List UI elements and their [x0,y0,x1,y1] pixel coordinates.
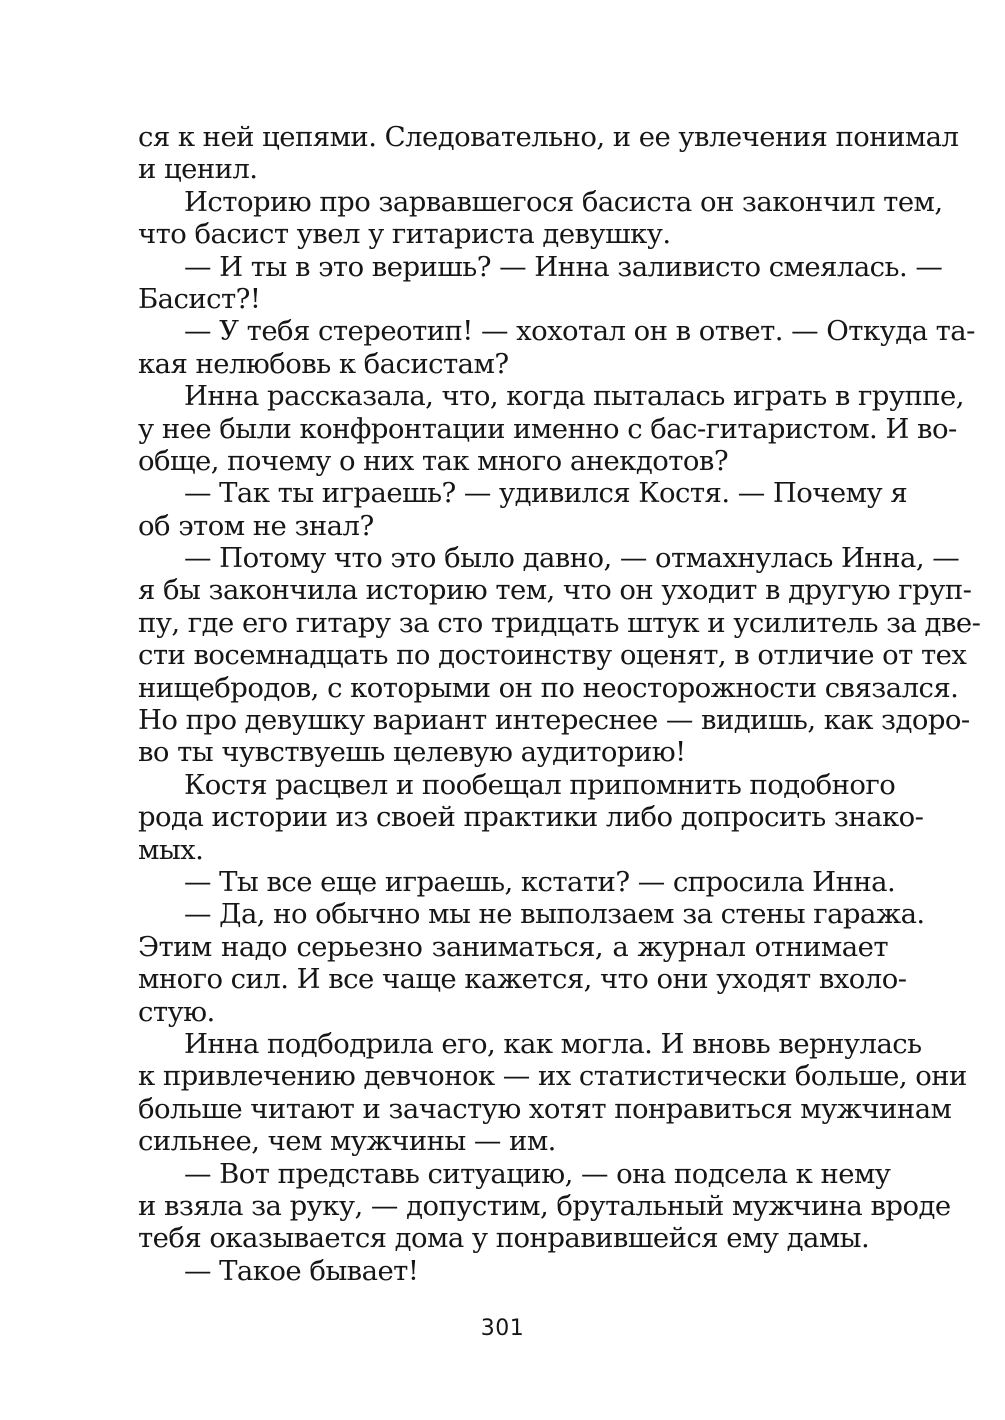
paragraph [138,380,964,477]
text-line: что басист увел у гитариста девушку. [138,218,671,251]
text-line: много сил. И все чаще кажется, что они уходят вхоло- [138,963,907,996]
text-line: ся к ней цепями. Следовательно, и ее увлечения понимал [138,121,959,153]
text-line: больше читают и зачастую хотят понравиться мужчинам [138,1092,952,1125]
text-line: рода истории из своей практики либо допросить знако- [138,801,924,834]
page-number: 301 [480,1316,525,1341]
text-line: и взяла за руку, — допустим, брутальный мужчина вроде [138,1189,951,1222]
text-line: Но про девушку вариант интереснее — видишь, как здоро- [138,704,970,737]
paragraph [138,1255,888,1287]
text-line: — Ты все еще играешь, кстати? — спросила Инна. [184,865,896,898]
text-line: тебя оказывается дома у понравившейся ему дамы. [138,1222,870,1255]
text-line: сильнее, чем мужчины — им. [138,1125,556,1158]
text-line: сти восемнадцать по достоинству оценят, в отличие от тех [138,639,967,672]
text-line: Басист?! [138,282,261,315]
text-line: во ты чувствуешь целевую аудиторию! [138,736,686,769]
paragraph [138,542,981,769]
paragraph [138,1157,951,1255]
text-line: мых. [138,833,204,866]
paragraph [138,865,896,898]
text-line: Этим надо серьезно заниматься, а журнал отнимает [138,930,888,963]
text-line: пу, где его гитару за сто тридцать штук и усилитель за две- [138,606,981,639]
text-line: — Вот представь ситуацию, — она подсела к нему [184,1157,891,1190]
text-line: — У тебя стереотип! — хохотал он в ответ. — Откуда та- [184,315,975,348]
text-line: — Так ты играешь? — удивился Костя. — Почему я [184,477,908,510]
paragraph [138,1027,967,1158]
body-text [138,121,981,1287]
paragraph [138,477,908,542]
text-line: к привлечению девчонок — их статистически больше, они [138,1060,967,1093]
text-line: Инна подбодрила его, как могла. И вновь вернулась [184,1027,922,1060]
text-line: Историю про зарвавшегося басиста он закончил тем, [184,185,943,218]
paragraph [138,768,924,866]
text-line: кая нелюбовь к басистам? [138,347,509,380]
text-line: Инна рассказала, что, когда пыталась играть в группе, [184,380,964,413]
paragraph [138,185,943,251]
text-line: я бы закончила историю тем, что он уходит в другую груп- [138,574,972,607]
text-line: — И ты в это веришь? — Инна заливисто смеялась. — [184,250,943,283]
text-line: — Такое бывает! [184,1254,419,1287]
paragraph [138,121,959,186]
paragraph [138,250,943,316]
text-line: нищебродов, с которыми он по неосторожности связался. [138,671,959,704]
text-line: обще, почему о них так много анекдотов? [138,444,729,477]
text-line: стую. [138,995,215,1028]
text-line: об этом не знал? [138,509,374,542]
text-line: и ценил. [138,153,258,186]
text-line: — Потому что это было давно, — отмахнулась Инна, — [184,542,960,575]
text-line: — Да, но обычно мы не выползаем за стены гаража. [184,898,925,931]
text-line: у нее были конфронтации именно с бас-гитаристом. И во- [138,412,957,445]
paragraph [138,315,975,380]
paragraph [138,898,925,1028]
text-line: Костя расцвел и пообещал припомнить подобного [184,768,896,801]
